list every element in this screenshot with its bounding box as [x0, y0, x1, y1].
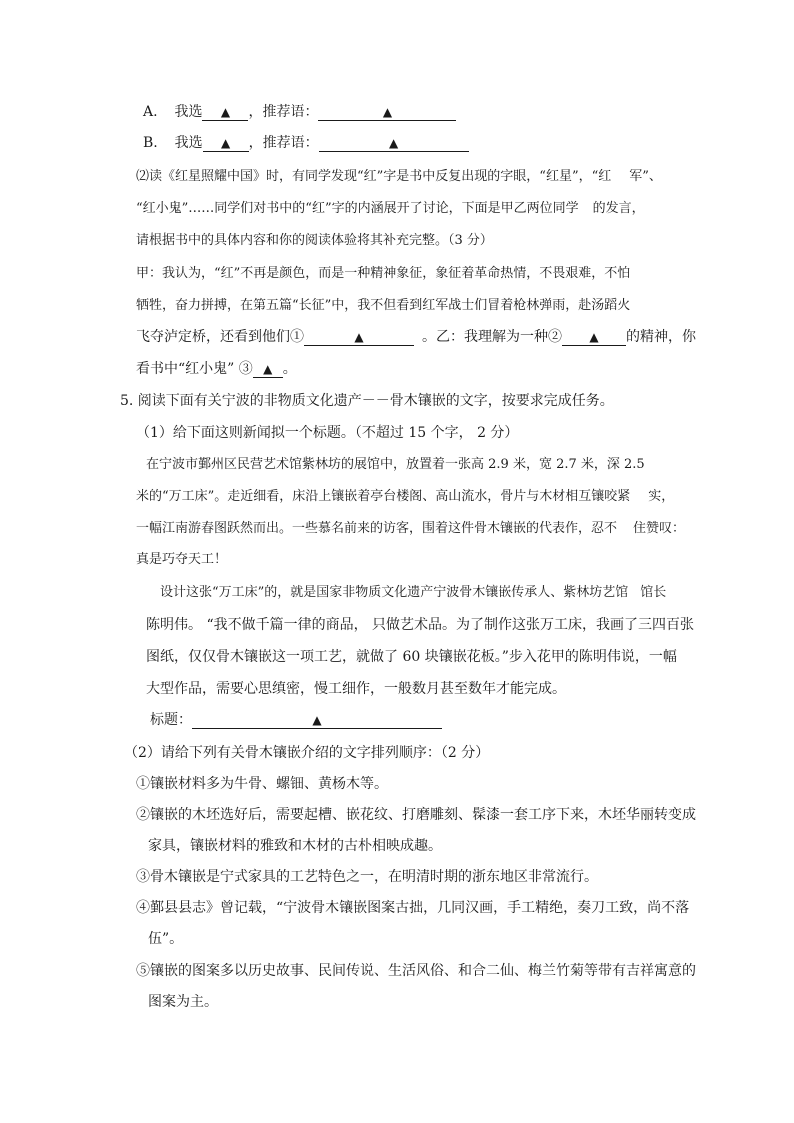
option-b-select-text: 我选	[174, 135, 203, 151]
q5-item-4b	[148, 930, 183, 948]
q2-red-line-2	[136, 200, 645, 218]
q2-jia-text-2: 牺牲，奋力拼搏，在第五篇“长征”中，我不但看到红军战士们冒着枪林弹雨，赴汤蹈火	[136, 298, 631, 313]
q2-jia-text-4a: 看书中“红小鬼” ③	[136, 361, 253, 377]
q5-news-text-2a: 米的“万工床”。走近细看，床沿上镶嵌着亭台楼阁、高山流水，骨片与木材相互镶咬紧	[136, 489, 631, 504]
option-a-line	[143, 103, 456, 121]
q5-item-5b-text: 图案为主。	[148, 994, 218, 1010]
q5-news-line-4	[136, 551, 227, 569]
q2-blank-2-mark: ▲	[589, 330, 599, 344]
q5-item-4a	[136, 899, 689, 917]
q5-title-label: 标题：	[150, 712, 192, 728]
q5-news-text-8: 大型作品，需要心思缜密，慢工细作，一般数月甚至数年才能完成。	[146, 681, 566, 697]
q5-news-text-5a: 设计这张“万工床”的，就是国家非物质文化遗产宁波骨木镶嵌传承人、紫林坊艺馆	[160, 585, 629, 600]
q2-blank-1-mark: ▲	[354, 330, 364, 344]
q5-item-5b	[148, 993, 218, 1011]
q2-blank-3-mark: ▲	[263, 362, 273, 376]
q2-blank-3[interactable]	[253, 361, 283, 378]
option-b-choice-mark: ▲	[221, 136, 231, 150]
q5-sub2-text: （2）请给下列有关骨木镶嵌介绍的文字排列顺序：（2 分）	[124, 745, 490, 761]
option-b-label: B.	[143, 135, 158, 151]
q5-news-text-6: 陈明伟。 “我不做千篇一律的商品， 只做艺术品。为了制作这张万工床，我画了三四百张	[146, 617, 695, 633]
q2-red-text-2b: 的发言，	[592, 201, 645, 216]
q2-red-line-3	[136, 232, 493, 250]
q2-blank-2[interactable]	[562, 329, 626, 346]
q5-title-blank[interactable]	[192, 712, 442, 729]
q2-red-text-1a: ⑵读《红星照耀中国》时，有同学发现“红”字是书中反复出现的字眼，“红星”，“红	[136, 169, 612, 184]
q2-jia-text-3a: 飞夺泸定桥，还看到他们①	[136, 329, 304, 345]
q5-news-line-7	[146, 648, 677, 666]
q5-item-5a-text: ⑤镶嵌的图案多以历史故事、民间传说、生活风俗、和合二仙、梅兰竹菊等带有吉祥寓意的	[136, 963, 696, 979]
q2-jia-text-1: 甲：我认为，“红”不再是颜色，而是一种精神象征，象征着革命热情，不畏艰难，不怕	[136, 266, 631, 281]
q5-title	[120, 392, 614, 410]
q5-news-text-2b: 实，	[648, 489, 675, 504]
q5-item-1	[136, 775, 388, 793]
option-b-recommend-mark: ▲	[389, 136, 399, 150]
q5-title-text: 5. 阅读下面有关宁波的非物质文化遗产－－骨木镶嵌的文字，按要求完成任务。	[120, 393, 614, 409]
q5-news-text-5b: 馆长	[640, 585, 667, 600]
q5-item-2a	[136, 806, 696, 824]
option-a-select-text: 我选	[174, 104, 203, 120]
q2-red-line-1	[136, 168, 662, 186]
q5-news-text-3b: 住赞叹：	[633, 521, 686, 536]
q5-news-line-3	[136, 520, 685, 538]
q2-jia-text-3b: 。乙：我理解为一种②	[422, 329, 562, 345]
q5-item-4b-text: 伍”。	[148, 931, 184, 947]
q5-item-3	[136, 868, 598, 886]
q2-jia-line-4	[136, 360, 297, 378]
option-a-choice-mark: ▲	[220, 105, 231, 119]
q2-red-text-2a: “红小鬼”……同学们对书中的“红”字的内涵展开了讨论，下面是甲乙两位同学	[136, 201, 579, 216]
q5-news-text-7: 图纸，仅仅骨木镶嵌这一项工艺，就做了 60 块镶嵌花板。”步入花甲的陈明伟说，一幅	[146, 649, 677, 665]
q2-jia-line-3	[136, 328, 696, 346]
q5-news-line-1	[146, 456, 645, 474]
option-a-recommend-mark: ▲	[382, 105, 393, 119]
q5-item-2b-text: 家具，镶嵌材料的雅致和木材的古朴相映成趣。	[148, 838, 442, 854]
q5-item-4a-text: ④鄞县县志》曾记载，“宁波骨木镶嵌图案古拙，几同汉画，手工精绝，奏刀工致，尚不落	[136, 900, 690, 916]
option-a-recommend-text: ，推荐语：	[248, 104, 319, 120]
q5-title-blank-mark: ▲	[312, 713, 322, 727]
q5-sub1-text: （1）给下面这则新闻拟一个标题。（不超过 15 个字， 2 分）	[136, 425, 519, 441]
q5-news-text-4: 真是巧夺天工！	[136, 552, 228, 567]
q2-blank-1[interactable]	[304, 329, 414, 346]
q5-item-3-text: ③骨木镶嵌是宁式家具的工艺特色之一，在明清时期的浙东地区非常流行。	[136, 869, 598, 885]
option-b-recommend-text: ，推荐语：	[248, 135, 319, 151]
option-a-label: A.	[143, 104, 158, 120]
q2-jia-text-4b: 。	[282, 361, 297, 377]
q5-title-answer-line	[150, 711, 442, 729]
q5-news-line-6	[146, 616, 694, 634]
q2-red-text-1b: 军”、	[629, 169, 662, 184]
q5-item-2b	[148, 837, 442, 855]
option-b-recommend-blank[interactable]	[319, 135, 469, 152]
q5-news-line-8	[146, 680, 566, 698]
q5-item-1-text: ①镶嵌材料多为牛骨、螺钿、黄杨木等。	[136, 776, 388, 792]
q5-news-line-5	[160, 584, 666, 602]
q5-sub1	[136, 424, 518, 442]
q5-item-5a	[136, 962, 696, 980]
q5-news-line-2	[136, 488, 674, 506]
option-a-choice-blank[interactable]	[202, 104, 248, 121]
q5-news-text-3a: 一幅江南游春图跃然而出。一些慕名前来的访客，围着这件骨木镶嵌的代表作，忍不	[136, 521, 618, 536]
q2-jia-text-3c: 的精神，你	[626, 329, 696, 345]
option-a-recommend-blank[interactable]	[318, 104, 456, 121]
q2-jia-line-1	[136, 265, 630, 283]
q2-red-text-3: 请根据书中的具体内容和你的阅读体验将其补充完整。（3 分）	[136, 233, 493, 248]
q2-jia-line-2	[136, 297, 630, 315]
option-b-line	[143, 134, 469, 152]
q5-item-2a-text: ②镶嵌的木坯选好后，需要起槽、嵌花纹、打磨雕刻、髹漆一套工序下来，木坯华丽转变成	[136, 807, 696, 823]
q5-sub2	[124, 744, 489, 762]
option-b-choice-blank[interactable]	[203, 135, 249, 152]
q5-news-text-1: 在宁波市鄞州区民营艺术馆紫林坊的展馆中，放置着一张高 2.9 米，宽 2.7 米，深 2.5	[146, 457, 645, 472]
